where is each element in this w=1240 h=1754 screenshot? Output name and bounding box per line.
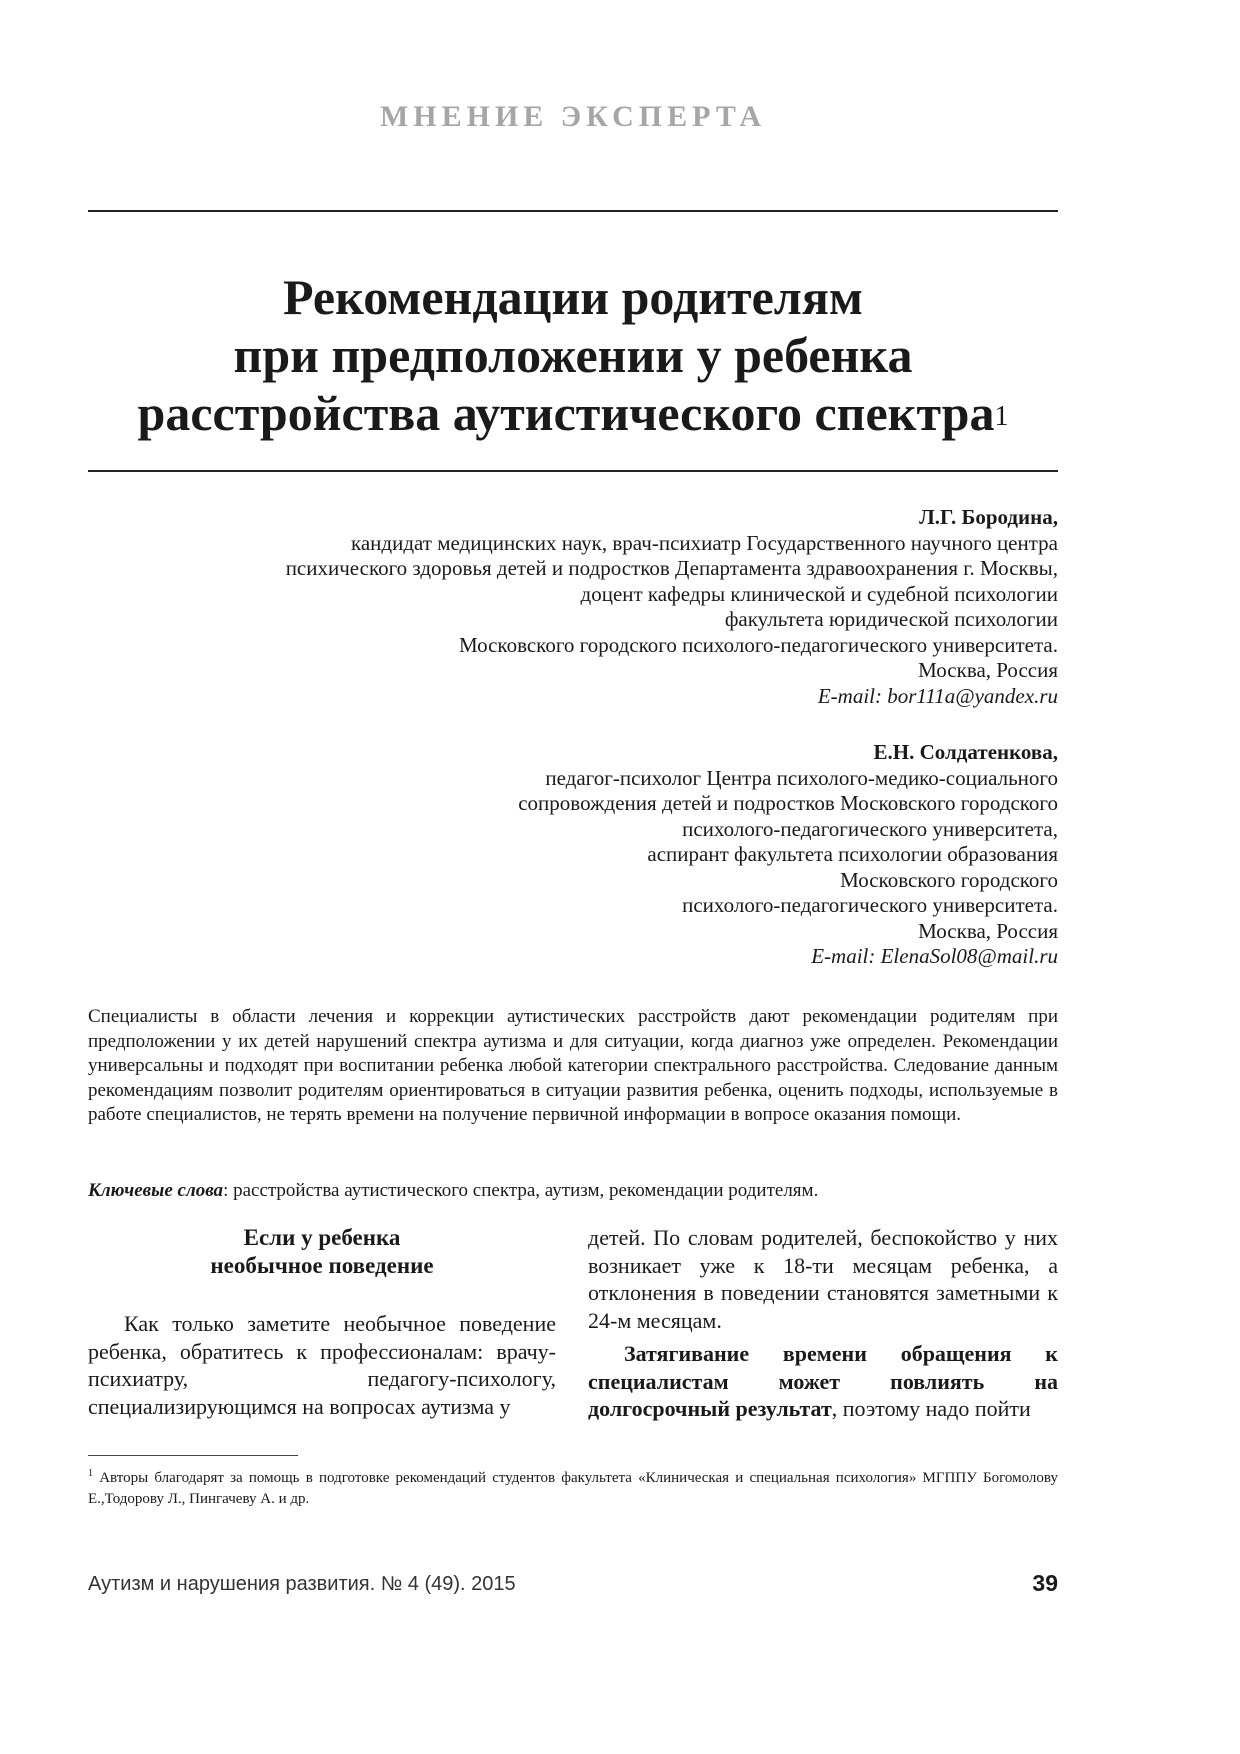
abstract-text: Специалисты в области лечения и коррекции аутистических расстройств дают рекомендации родителям при предположении у их детей нарушений спектра аутизма и для ситуации, когда диагноз уже определен. Рекомендации универсальны и подходят при воспитании ребенка любой категории спектрального расстройства. Следование данным рекомендациям позволит родителям ориентироваться в ситуации развития ребенка, оценить подходы, используемые в работе специалистов, не терять времени на получение первичной информации в вопросе оказания помощи. [88, 1006, 1058, 1125]
title-top-rule [88, 210, 1058, 212]
section-heading-line-1: Если у ребенка [243, 1225, 401, 1250]
author-1-name: Л.Г. Бородина, [919, 505, 1058, 529]
author-1-affiliation-line: психического здоровья детей и подростков Департамента здравоохранения г. Москвы, [285, 556, 1058, 580]
author-2-name: Е.Н. Солдатенкова, [873, 740, 1058, 764]
body-paragraph-emphasis [588, 1340, 1058, 1423]
keywords [88, 1180, 1058, 1202]
footnote-rule [88, 1455, 298, 1456]
page-number: 39 [1032, 1570, 1058, 1596]
author-1-affiliation-line: Московского городского психолого-педагогического университета. [458, 632, 1058, 657]
body-paragraph: Как только заметите необычное поведение ребенка, обратитесь к профессионалам: врачу-психиатру, педагогу-психологу, специализирующимся на вопросах аутизма у [88, 1311, 556, 1419]
body-paragraph: детей. По словам родителей, беспокойство у них возникает уже к 18-ти месяцам ребенка, а отклонения в поведении становятся заметными к 24-м месяцам. [588, 1225, 1058, 1333]
author-2-affiliation-line: педагог-психолог Центра психолого-медико-социального [545, 765, 1058, 790]
article-title [88, 268, 1058, 442]
emphasis-text: Затягивание времени обращения к специалистам может повлиять на долгосрочный результат [588, 1341, 1058, 1421]
body-column-right [588, 1224, 1058, 1423]
section-heading [88, 1224, 556, 1280]
author-1-affiliation-line: доцент кафедры клинической и судебной психологии [580, 581, 1058, 606]
author-1-affiliation-line: факультета юридической психологии [724, 607, 1058, 631]
title-footnote-mark[interactable]: 1 [994, 401, 1009, 432]
author-1-email[interactable]: E-mail: bor111a@yandex.ru [817, 683, 1058, 708]
journal-footer: Аутизм и нарушения развития. № 4 (49). 2015 [88, 1573, 516, 1595]
footnote-text: Авторы благодарят за помощь в подготовке рекомендаций студентов факультета «Клиническая и специальная психология» МГППУ Богомолову Е.,Тодорову Л., Пингачеву А. и др. [88, 1470, 1058, 1507]
footnote [88, 1463, 1058, 1510]
author-2-affiliation-line: Московского городского [840, 867, 1058, 892]
author-2-affiliation-line: сопровождения детей и подростков Московского городского [518, 791, 1058, 815]
title-line-1: Рекомендации родителям [283, 269, 863, 325]
body-column-left [88, 1224, 556, 1420]
author-1 [88, 505, 1058, 709]
author-2 [88, 740, 1058, 970]
author-2-email[interactable]: E-mail: ElenaSol08@mail.ru [811, 944, 1058, 968]
section-heading-line-2: необычное поведение [210, 1253, 434, 1278]
title-bottom-rule [88, 470, 1058, 472]
abstract [88, 1005, 1058, 1128]
section-label: МНЕНИЕ ЭКСПЕРТА [379, 100, 767, 133]
author-2-affiliation-line: Москва, Россия [918, 918, 1058, 943]
author-1-affiliation-line: кандидат медицинских наук, врач-психиатр Государственного научного центра [350, 530, 1058, 555]
footnote-mark: 1 [88, 1468, 93, 1479]
body-paragraph-rest: , поэтому надо пойти [831, 1396, 1031, 1421]
author-2-affiliation-line: психолого-педагогического университета. [682, 893, 1058, 917]
title-line-3 [88, 384, 1058, 442]
author-2-affiliation-line: аспирант факультета психологии образования [647, 842, 1058, 866]
author-1-affiliation-line: Москва, Россия [918, 658, 1058, 682]
keywords-label: Ключевые слова [88, 1180, 224, 1201]
title-line-3-text: расстройства аутистического спектра [137, 385, 995, 441]
keywords-text: : расстройства аутистического спектра, аутизм, рекомендации родителям. [223, 1180, 819, 1201]
author-2-affiliation-line: психолого-педагогического университета, [682, 816, 1058, 841]
title-line-2: при предположении у ребенка [233, 327, 913, 383]
